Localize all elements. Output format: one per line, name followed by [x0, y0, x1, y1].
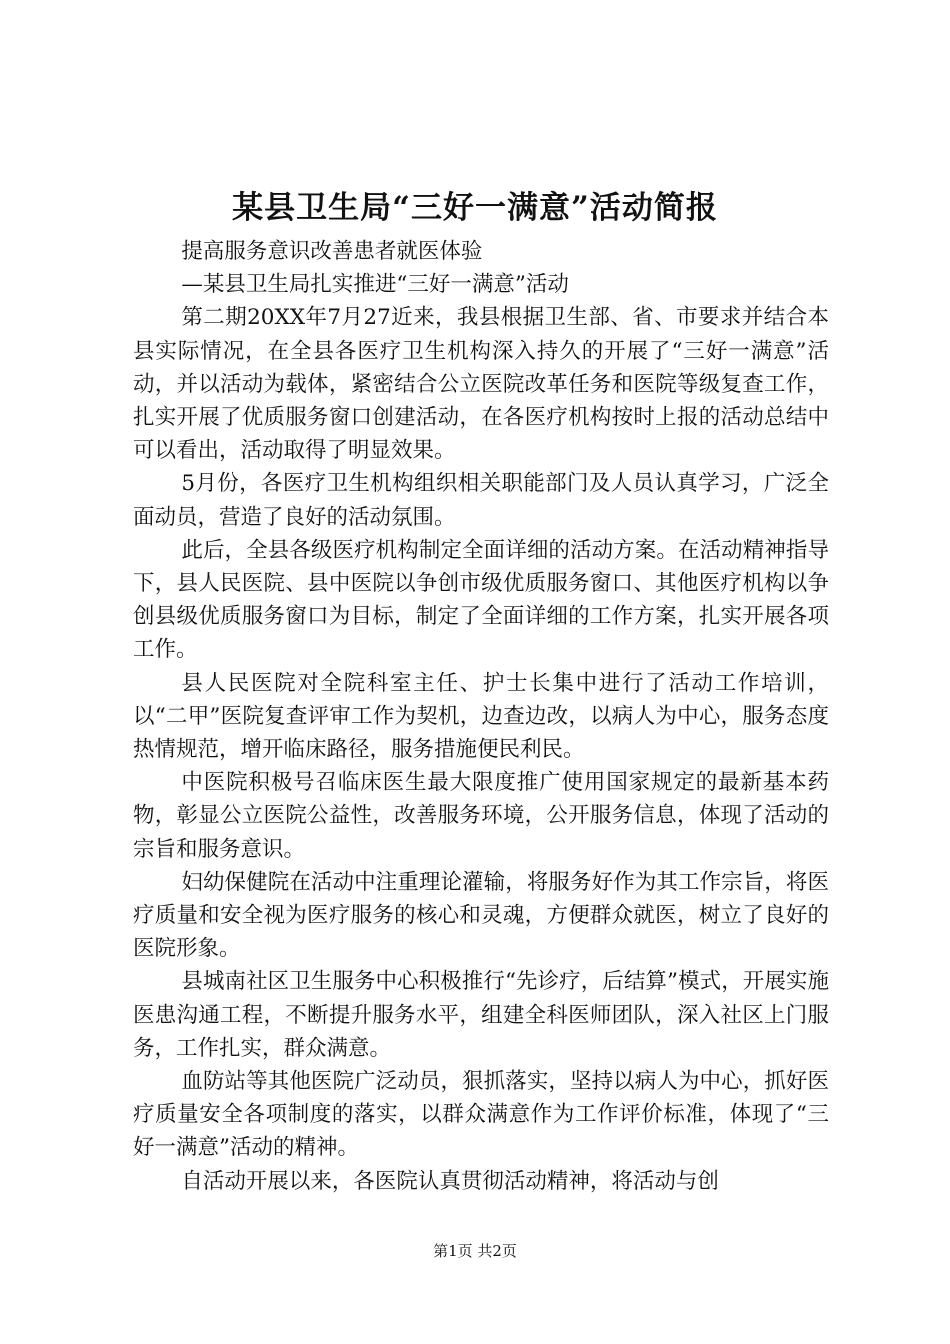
body-paragraph: 自活动开展以来，各医院认真贯彻活动精神，将活动与创 — [181, 1168, 719, 1194]
body-paragraph: 血防站等其他医院广泛动员，狠抓落实，坚持以病人为中心，抓好医疗质量安全各项制度的落实，以群众满意作为工作评价标准，体现了“三好一满意”活动的精神。 — [133, 1069, 829, 1161]
subtitle-line: 提高服务意识改善患者就医体验 — [181, 239, 483, 264]
document-body — [133, 235, 829, 1198]
body-paragraph: 第二期20XX年7月27近来，我县根据卫生部、省、市要求并结合本县实际情况，在全县各医疗卫生机构深入持久的开展了“三好一满意”活动，并以活动为载体，紧密结合公立医院改革任务和医院等级复查工作，扎实开展了优质服务窗口创建活动，在各医疗机构按时上报的活动总结中可以看出，活动取得了明显效果。 — [133, 305, 829, 464]
document-title: 某县卫生局“三好一满意”活动简报 — [232, 190, 718, 226]
body-paragraph: 此后，全县各级医疗机构制定全面详细的活动方案。在活动精神指导下，县人民医院、县中医院以争创市级优质服务窗口、其他医疗机构以争创县级优质服务窗口为目标，制定了全面详细的工作方案，扎实开展各项工作。 — [133, 537, 829, 663]
body-paragraph: 妇幼保健院在活动中注重理论灌输，将服务好作为其工作宗旨，将医疗质量和安全视为医疗服务的核心和灵魂，方便群众就医，树立了良好的医院形象。 — [133, 869, 829, 962]
subtitle-line: —某县卫生局扎实推进“三好一满意”活动 — [181, 272, 569, 298]
body-paragraph: 5月份，各医疗卫生机构组织相关职能部门及人员认真学习，广泛全面动员，营造了良好的活动氛围。 — [133, 471, 829, 530]
body-paragraph: 县城南社区卫生服务中心积极推行“先诊疗，后结算”模式，开展实施医患沟通工程，不断提升服务水平，组建全科医师团队，深入社区上门服务，工作扎实，群众满意。 — [133, 969, 829, 1061]
body-paragraph: 中医院积极号召临床医生最大限度推广使用国家规定的最新基本药物，彰显公立医院公益性，改善服务环境，公开服务信息，体现了活动的宗旨和服务意识。 — [133, 770, 829, 862]
body-paragraph: 县人民医院对全院科室主任、护士长集中进行了活动工作培训，以“二甲”医院复查评审工作为契机，边查边改，以病人为中心，服务态度热情规范，增开临床路径，服务措施便民利民。 — [133, 670, 829, 763]
page-number-footer: 第1页 共2页 — [433, 1242, 517, 1260]
